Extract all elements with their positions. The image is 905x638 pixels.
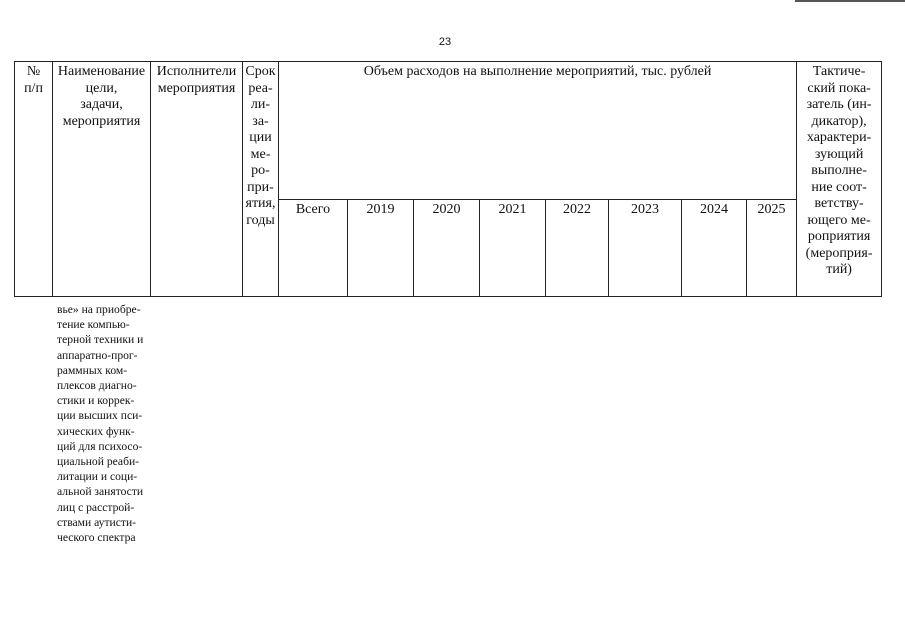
header-indicator: Тактиче- ский пока- затель (ин- дикатор), характери- зующий выполне- ние соот- ветству- ющего ме- роприятия (мероприя- тий) (797, 62, 882, 297)
header-num: № п/п (15, 62, 53, 297)
header-executors: Исполнители мероприятия (151, 62, 243, 297)
header-year-2023: 2023 (609, 199, 682, 296)
header-year-2022: 2022 (546, 199, 609, 296)
continuation-text: вье» на приобре- тение компью- терной техники и аппаратно-прог- раммных ком- плексов диагно- стики и коррек- ции высших пси- хических функ- ций для психосо- циальной реаби- литации и соци- альной занятости лиц с расстрой- ствами аутисти- ческого спектра (57, 303, 144, 545)
header-row-1 (15, 62, 882, 200)
header-year-2019: 2019 (348, 199, 414, 296)
header-year-2025: 2025 (747, 199, 797, 296)
budget-table (14, 61, 882, 297)
header-year-2024: 2024 (682, 199, 747, 296)
header-year-2020: 2020 (414, 199, 480, 296)
top-edge-rule (795, 0, 905, 2)
header-period: Срок реа- ли- за- ции ме- ро- при- ятия, годы (243, 62, 279, 297)
header-total: Всего (279, 199, 348, 296)
header-expenses: Объем расходов на выполнение мероприятий, тыс. рублей (279, 62, 797, 200)
header-name: Наименование цели, задачи, мероприятия (53, 62, 151, 297)
header-year-2021: 2021 (480, 199, 546, 296)
page-number: 23 (438, 36, 452, 48)
